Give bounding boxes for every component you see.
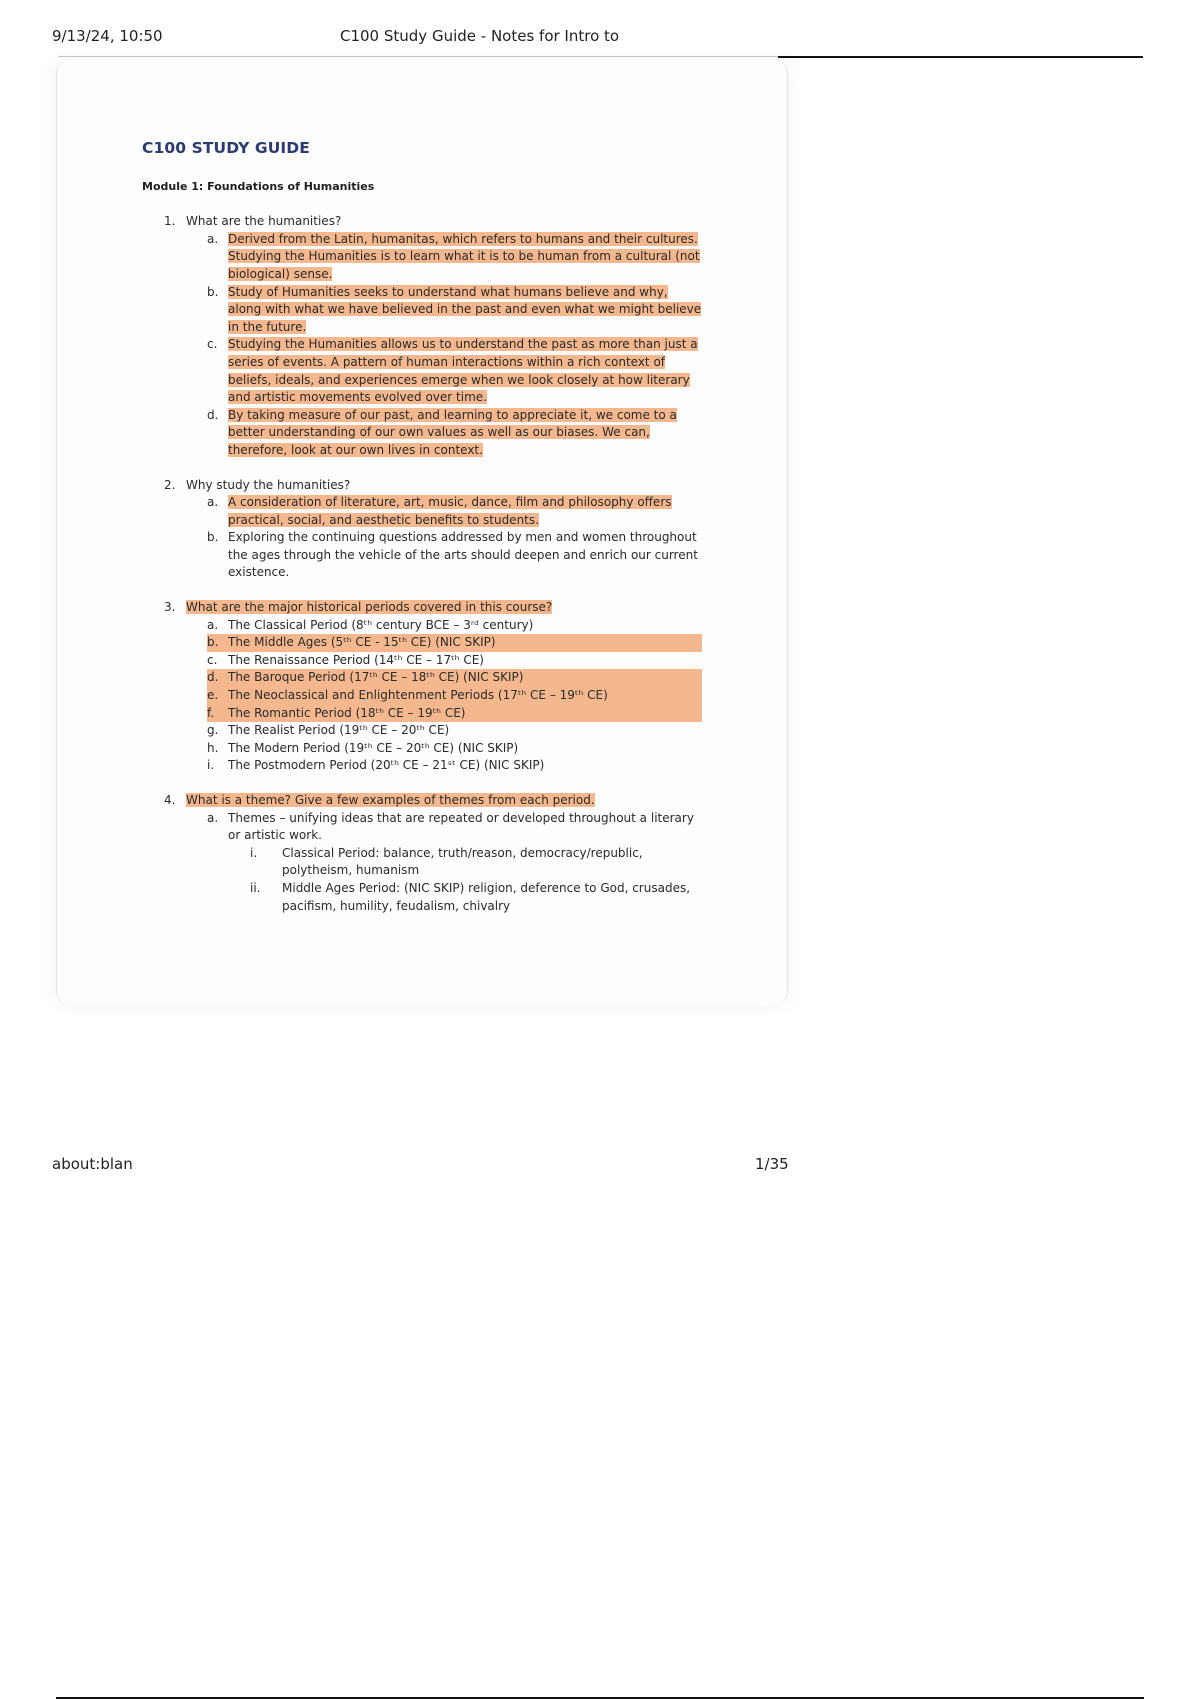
page-number: 1/35: [755, 1155, 789, 1173]
question-1: [164, 213, 702, 459]
period-item: a. The Classical Period (8ᵗʰ century BCE – 3ʳᵈ century): [207, 617, 534, 632]
question-text: What are the major historical periods covered in this course?: [186, 600, 553, 615]
highlighted-text: Study of Humanities seeks to understand what humans believe and why, along with what we have believed in the past and even what we might believe in the future.: [228, 284, 702, 334]
period-item: d. The Baroque Period (17ᵗʰ CE – 18ᵗʰ CE) (NIC SKIP): [207, 669, 702, 687]
period-item: g. The Realist Period (19ᵗʰ CE – 20ᵗʰ CE): [207, 723, 450, 738]
theme-text: Classical Period: balance, truth/reason, democracy/republic, polytheism, humanism: [282, 845, 643, 878]
header-divider: [778, 56, 1143, 58]
answer-text: Exploring the continuing questions addressed by men and women throughout the ages through the vehicle of the arts should deepen and enrich our current existence.: [228, 530, 698, 580]
answer-item: c. Studying the Humanities allows us to understand the past as more than just a series of events. A pattern of human interactions within a rich context of beliefs, ideals, and experiences emerge when we look closely at how literary and artistic movements evolved over time.: [207, 337, 698, 405]
period-item: h. The Modern Period (19ᵗʰ CE – 20ᵗʰ CE) (NIC SKIP): [207, 740, 519, 755]
question-text: What are the humanities?: [186, 214, 342, 229]
answer-item: a. Themes – unifying ideas that are repeated or developed throughout a literary or artistic work.: [207, 810, 702, 845]
module-heading: Module 1: Foundations of Humanities: [142, 179, 375, 193]
theme-text: Middle Ages Period: (NIC SKIP) religion, deference to God, crusades, pacifism, humility, feudalism, chivalry: [282, 880, 691, 913]
highlighted-text: Studying the Humanities allows us to understand the past as more than just a series of events. A pattern of human interactions within a rich context of beliefs, ideals, and experiences emerge when we look closely at how literary and artistic movements evolved over time.: [228, 337, 698, 405]
question-number: 2.: [164, 477, 176, 492]
answer-item: a. A consideration of literature, art, music, dance, film and philosophy offers practical, social, and aesthetic benefits to students.: [207, 495, 672, 527]
question-number: 4.: [164, 793, 176, 807]
highlighted-text: Derived from the Latin, humanitas, which refers to humans and their cultures. Studying the Humanities is to learn what it is to be human from a cultural (not biological) sense.: [228, 231, 700, 281]
question-2: [164, 477, 702, 583]
question-text: Why study the humanities?: [186, 477, 351, 492]
period-item: e. The Neoclassical and Enlightenment Periods (17ᵗʰ CE – 19ᵗʰ CE): [207, 687, 702, 705]
print-page-title: C100 Study Guide - Notes for Intro to: [340, 27, 620, 45]
guide-title: C100 STUDY GUIDE: [142, 139, 310, 157]
answer-item: b. Exploring the continuing questions addressed by men and women throughout the ages through the vehicle of the arts should deepen and enrich our current existence.: [207, 529, 702, 582]
header-divider-light: [58, 56, 778, 57]
theme-item: ii. Middle Ages Period: (NIC SKIP) religion, deference to God, crusades, pacifism, humility, feudalism, chivalry: [250, 880, 702, 915]
question-number: 3.: [164, 600, 176, 615]
bottom-divider: [56, 1697, 1144, 1699]
question-text: What is a theme? Give a few examples of themes from each period.: [186, 793, 595, 807]
period-item: c. The Renaissance Period (14ᵗʰ CE – 17ᵗʰ CE): [207, 652, 484, 667]
answer-text: Themes – unifying ideas that are repeated or developed throughout a literary or artistic work.: [228, 810, 694, 843]
answer-item: a. Derived from the Latin, humanitas, which refers to humans and their cultures. Studying the Humanities is to learn what it is to be human from a cultural (not biological) sense.: [207, 231, 700, 281]
answer-item: d. By taking measure of our past, and learning to appreciate it, we come to a better understanding of our own values as well as our biases. We can, therefore, look at our own lives in context.: [207, 407, 677, 457]
highlighted-text: By taking measure of our past, and learning to appreciate it, we come to a better understanding of our own values as well as our biases. We can, therefore, look at our own lives in context.: [228, 407, 677, 457]
highlighted-text: A consideration of literature, art, music, dance, film and philosophy offers practical, social, and aesthetic benefits to students.: [228, 495, 672, 527]
print-date: 9/13/24, 10:50: [52, 27, 163, 45]
question-number: 1.: [164, 214, 176, 229]
period-item: f. The Romantic Period (18ᵗʰ CE – 19ᵗʰ CE): [207, 705, 702, 723]
period-item: i. The Postmodern Period (20ᵗʰ CE – 21ˢᵗ CE) (NIC SKIP): [207, 758, 545, 773]
answer-item: b. Study of Humanities seeks to understand what humans believe and why, along with what we have believed in the past and even what we might believe in the future.: [207, 284, 702, 334]
document-content: [142, 140, 702, 932]
theme-item: i. Classical Period: balance, truth/reason, democracy/republic, polytheism, humanism: [250, 845, 702, 880]
question-4: [164, 792, 702, 915]
period-item: b. The Middle Ages (5ᵗʰ CE - 15ᵗʰ CE) (NIC SKIP): [207, 634, 702, 652]
question-3: [164, 599, 702, 775]
print-footer-url: about:blan: [52, 1155, 133, 1173]
